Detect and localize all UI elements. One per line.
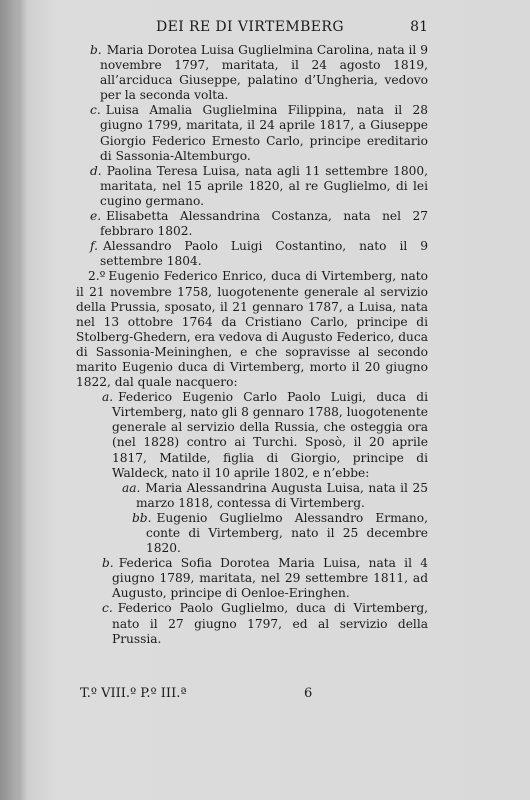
entry-text: Paolina Teresa Luisa, nata agli 11 settembre 1800, maritata, nel 15 aprile 1820, al re Guglielmo, di lei cugino germano. [100, 163, 428, 208]
sheet-number: 6 [304, 686, 313, 701]
entry-text: Federica Sofia Dorotea Maria Luisa, nata il 4 giugno 1789, maritata, nel 29 settembre 1811, ad Augusto, principe di Oenloe-Eringhen. [112, 556, 428, 601]
entry-text: Elisabetta Alessandrina Costanza, nata nel 27 febbraro 1802. [100, 209, 428, 239]
entry-c-federico-paolo [76, 601, 428, 646]
entry-marker: f. [90, 239, 98, 254]
entry-bb-eugenio-guglielmo [76, 511, 428, 556]
book-page [18, 0, 530, 800]
entry-e-elisabetta [76, 209, 428, 239]
entry-b-maria-dorotea [76, 43, 428, 103]
entry-marker: d. [90, 163, 102, 178]
entry-2-eugenio [76, 269, 428, 390]
entry-c-luisa-amalia [76, 103, 428, 163]
entry-text: Eugenio Guglielmo Alessandro Ermano, conte di Virtemberg, nato il 25 decembre 1820. [146, 510, 428, 556]
running-title: DEI RE DI VIRTEMBERG [156, 19, 344, 35]
entry-marker: e. [90, 209, 102, 224]
entry-text: Maria Dorotea Luisa Guglielmina Carolina, nata il 9 novembre 1797, maritata, il 24 agosto 1819, all’arciduca Giuseppe, palatino d’Ungheria, vedovo per la seconda volta. [100, 43, 428, 103]
entry-marker: a. [102, 390, 114, 405]
page-header [76, 20, 426, 40]
entry-b-federica-sofia [76, 556, 428, 601]
entry-marker: aa. [122, 480, 141, 495]
entry-marker: 2.º [88, 269, 106, 284]
entry-text: Eugenio Federico Enrico, duca di Virtemberg, nato il 21 novembre 1758, luogotenente generale al servizio della Prussia, sposato, il 21 gennaro 1787, a Luisa, nata nel 13 ottobre 1764 da Cristiano Carlo, principe di Stolberg-Ghedern, era vedova di Augusto Federico, duca di Sassonia-Meininghen, e che sopravisse al secondo marito Eugenio duca di Virtemberg, morto il 20 giugno 1822, dal quale nacquero: [76, 269, 428, 390]
volume-signature: T.º VIII.º P.º III.ª [80, 686, 187, 701]
entry-marker: c. [102, 601, 113, 616]
entry-marker: b. [90, 43, 102, 57]
entry-text: Federico Paolo Guglielmo, duca di Virtemberg, nato il 27 giugno 1797, ed al servizio della Prussia. [112, 601, 428, 646]
entry-f-alessandro [76, 239, 428, 269]
entry-text: Alessandro Paolo Luigi Costantino, nato il 9 settembre 1804. [100, 239, 428, 269]
entry-marker: c. [90, 103, 101, 118]
entry-d-paolina [76, 164, 428, 209]
entry-text: Luisa Amalia Guglielmina Filippina, nata il 28 giugno 1799, maritata, il 24 aprile 1817, a Giuseppe Giorgio Federico Ernesto Carlo, principe ereditario di Sassonia-Altemburgo. [100, 103, 428, 163]
entry-text: Maria Alessandrina Augusta Luisa, nata il 25 marzo 1818, contessa di Virtemberg. [136, 480, 428, 510]
page-body [76, 43, 428, 647]
page-footer [76, 686, 426, 706]
entry-marker: b. [102, 556, 114, 571]
entry-text: Federico Eugenio Carlo Paolo Luigi, duca di Virtemberg, nato gli 8 gennaro 1788, luogotenente generale al servizio della Russia, che osteggia ora (nel 1828) contro ai Turchi. Sposò, il 20 aprile 1817, Matilde, figlia di Giorgio, principe di Waldeck, nato il 10 aprile 1802, e n’ebbe: [112, 390, 428, 480]
entry-a-federico-eugenio [76, 390, 428, 481]
entry-aa-maria-alessandrina [76, 481, 428, 511]
entry-marker: bb. [132, 510, 152, 525]
book-gutter [0, 0, 18, 800]
page-number: 81 [410, 19, 428, 35]
